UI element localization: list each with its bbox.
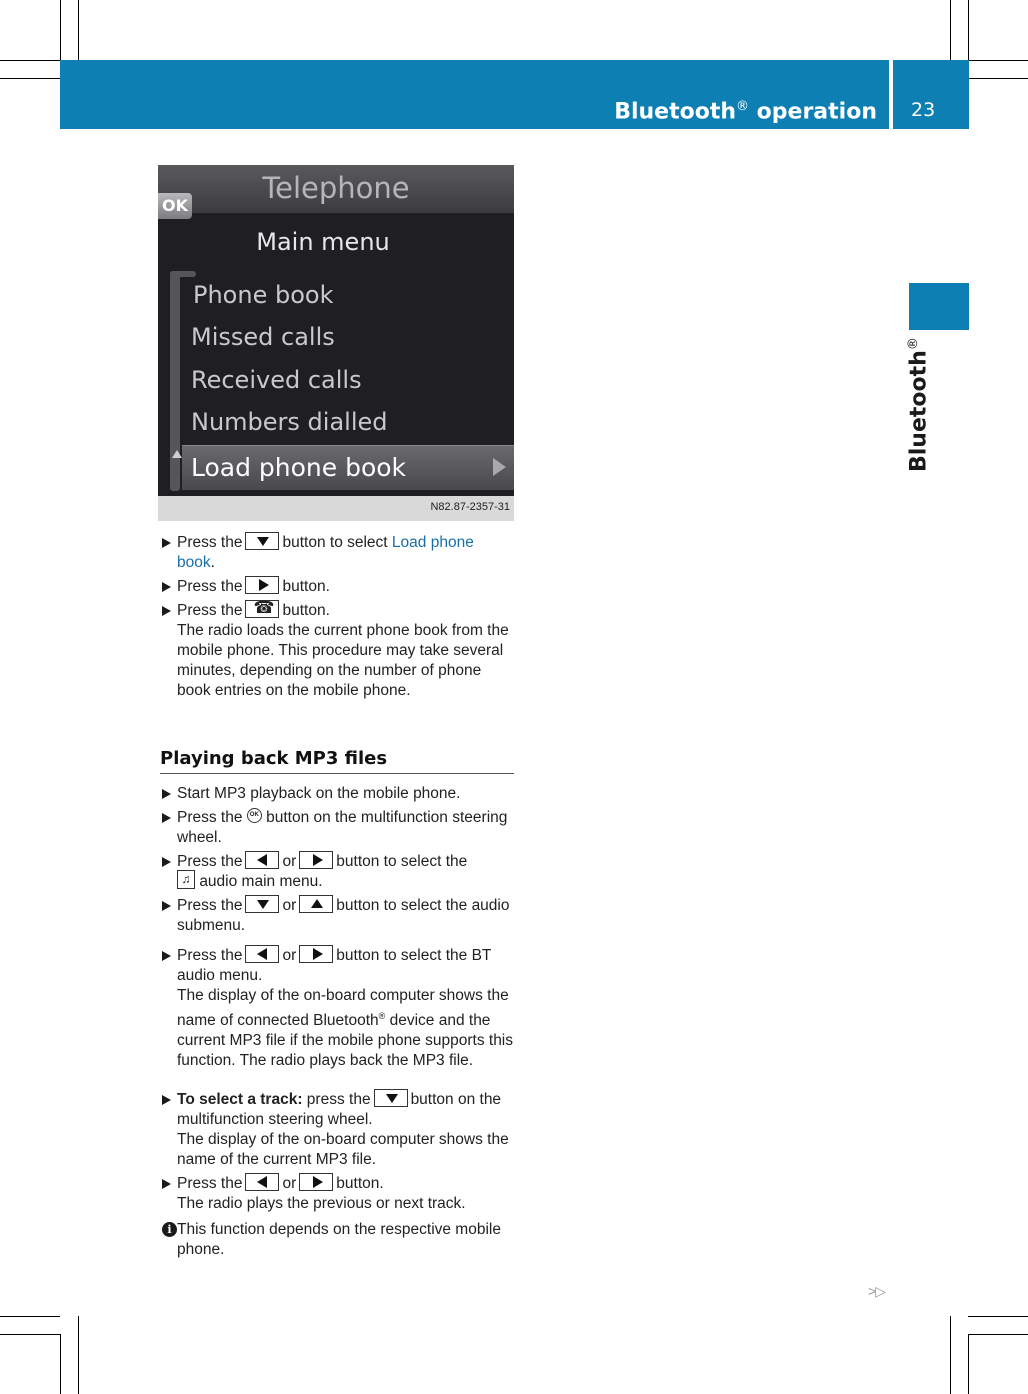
step-select-track: To select a track: press the button on the multifunction steering wheel. The display of the on-board computer shows the name of the current MP3 file. — [160, 1090, 516, 1170]
info-note: i This function depends on the respective mobile phone. — [160, 1220, 516, 1260]
section-title: Playing back MP3 files — [160, 748, 514, 774]
down-key-icon — [374, 1089, 408, 1107]
crop-mark — [0, 78, 60, 79]
step-press-phone: Press the ☎ button. The radio loads the current phone book from the mobile phone. This procedure may take several minutes, depending on the number of phone book entries on the mobile phone. — [160, 601, 516, 701]
crop-mark — [968, 0, 969, 60]
crop-mark — [950, 0, 951, 60]
crop-mark — [0, 60, 60, 61]
header-bar — [60, 60, 889, 129]
menu-reference-load-phone-book: Load phone book — [177, 534, 474, 571]
selected-item-label: Load phone book — [191, 453, 407, 482]
figure-code: N82.87-2357-31 — [430, 501, 510, 513]
step-press-ok: Press the OK button on the multifunction steering wheel. — [160, 808, 516, 848]
left-key-icon — [245, 851, 279, 869]
phone-key-icon: ☎ — [245, 600, 279, 618]
step-start-playback: Start MP3 playback on the mobile phone. — [160, 784, 516, 804]
step-select-bt-audio: Press the or button to select the BT audio menu. The display of the on-board computer shows the name of connected Bluetooth® device and the current MP3 file if the mobile phone supports this function. The radio plays back the MP3 file. — [160, 946, 516, 1071]
side-tab-label: Bluetooth® — [906, 337, 932, 472]
step-select-load-phonebook: Press the button to select Load phone book. — [160, 533, 516, 573]
menu-item-phone-book: Phone book — [193, 281, 334, 309]
right-key-icon — [299, 1173, 333, 1191]
menu-item-received-calls: Received calls — [191, 366, 362, 394]
scrollbar-cap — [170, 271, 196, 277]
ok-badge: OK — [158, 193, 192, 219]
right-key-icon — [299, 945, 333, 963]
left-key-icon — [245, 945, 279, 963]
display-subtitle: Main menu — [256, 228, 390, 256]
scrollbar-track — [170, 271, 180, 491]
down-key-icon — [245, 532, 279, 550]
up-key-icon — [299, 895, 333, 913]
info-icon: i — [162, 1222, 177, 1237]
menu-item-load-phone-book — [182, 445, 514, 490]
crop-mark — [60, 1334, 61, 1394]
audio-menu-icon: ♫ — [177, 870, 195, 889]
crop-mark — [968, 1334, 969, 1394]
step-press-right: Press the button. — [160, 577, 516, 597]
ok-button-icon: OK — [247, 808, 262, 823]
crop-mark — [78, 1316, 79, 1394]
crop-mark — [950, 1316, 951, 1394]
crop-mark — [60, 0, 61, 60]
page-number: 23 — [911, 99, 936, 121]
telephone-display-figure — [158, 165, 514, 521]
crop-mark — [0, 1316, 60, 1317]
right-key-icon — [245, 576, 279, 594]
display-header — [158, 165, 514, 213]
header-title: Bluetooth® operation — [614, 98, 877, 124]
crop-mark — [0, 1334, 60, 1335]
page-number-box — [893, 60, 969, 129]
step-select-audio-menu: Press the or button to select the ♫ audio main menu. — [160, 852, 516, 892]
crop-mark — [968, 1316, 1028, 1317]
right-key-icon — [299, 851, 333, 869]
step-select-audio-submenu: Press the or button to select the audio submenu. — [160, 896, 516, 936]
crop-mark — [968, 1334, 1028, 1335]
right-arrow-icon — [493, 458, 506, 476]
menu-item-missed-calls: Missed calls — [191, 323, 335, 351]
step-result-text: The radio loads the current phone book from the mobile phone. This procedure may take several minutes, depending on the number of phone book entries on the mobile phone. — [177, 622, 509, 699]
continued-marker-icon: >▷ — [868, 1283, 885, 1299]
step-prev-next-track: Press the or button. The radio plays the previous or next track. — [160, 1174, 516, 1214]
menu-item-numbers-dialled: Numbers dialled — [191, 408, 388, 436]
side-tab — [909, 283, 969, 330]
crop-mark — [968, 78, 1028, 79]
down-key-icon — [245, 895, 279, 913]
crop-mark — [968, 60, 1028, 61]
left-key-icon — [245, 1173, 279, 1191]
display-title: Telephone — [262, 171, 410, 205]
crop-mark — [78, 0, 79, 60]
scroll-up-icon — [172, 450, 182, 458]
figure-caption-bar — [158, 496, 514, 521]
